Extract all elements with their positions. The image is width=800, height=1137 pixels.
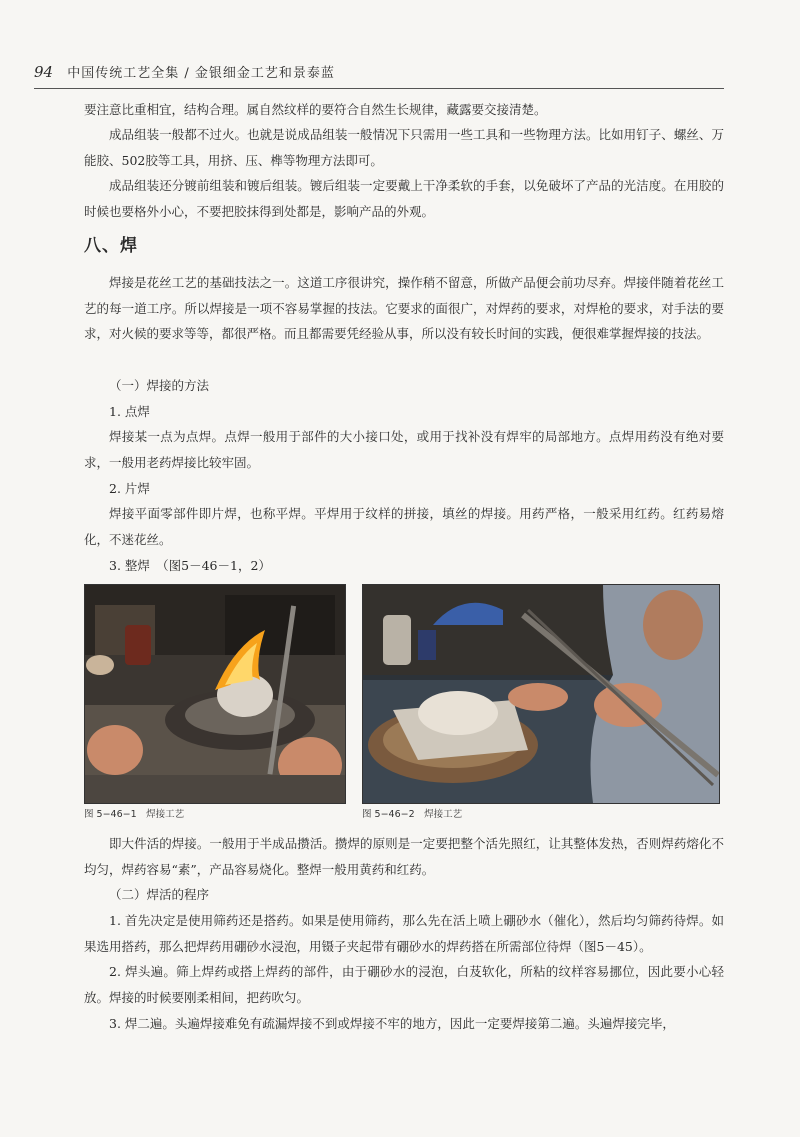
subheading-2: （二）焊活的程序 xyxy=(109,887,210,902)
item-whole-welding: 3. 整焊 （图5－46－1，2） xyxy=(109,558,271,573)
subheading-1: （一）焊接的方法 xyxy=(109,378,210,393)
figure-caption-2: 图 5−46−2 焊接工艺 xyxy=(362,809,463,820)
paragraph-8: 1. 首先决定是使用筛药还是搭药。如果是使用筛药，那么先在活上喷上硼砂水（催化），然后均匀筛药待焊。如果选用搭药，那么把焊药用硼砂水浸泡，用镊子夹起带有硼砂水的焊药搭在所需部位待焊（图5－45）。 xyxy=(84,913,724,954)
running-header xyxy=(34,62,724,89)
paragraph-7: 即大件活的焊接。一般用于半成品攒活。攒焊的原则是一定要把整个活先照红，让其整体发热，否则焊药熔化不均匀，焊药容易“素”，产品容易烧化。整焊一般用黄药和红药。 xyxy=(84,836,724,877)
photo-welding-flame xyxy=(84,584,346,804)
paragraph-10: 3. 焊二遍。头遍焊接难免有疏漏焊接不到或焊接不牢的地方，因此一定要焊接第二遍。头遍焊接完毕， xyxy=(109,1016,675,1031)
paragraph-1: 要注意比重相宜，结构合理。属自然纹样的要符合自然生长规律，藏露要交接清楚。 xyxy=(84,102,547,117)
paragraph-9: 2. 焊头遍。筛上焊药或搭上焊药的部件，由于硼砂水的浸泡，白芨软化，所粘的纹样容易挪位，因此要小心轻放。焊接的时候要刚柔相间，把药吹匀。 xyxy=(84,964,724,1005)
paragraph-5: 焊接某一点为点焊。点焊一般用于部件的大小接口处，或用于找补没有焊牢的局部地方。点焊用药没有绝对要求，一般用老药焊接比较牢固。 xyxy=(84,429,724,470)
paragraph-3: 成品组装还分镀前组装和镀后组装。镀后组装一定要戴上干净柔软的手套，以免破坏了产品的光洁度。在用胶的时候也要格外小心，不要把胶抹得到处都是，影响产品的外观。 xyxy=(84,178,724,219)
paragraph-4: 焊接是花丝工艺的基础技法之一。这道工序很讲究，操作稍不留意，所做产品便会前功尽弃。焊接伴随着花丝工艺的每一道工序。所以焊接是一项不容易掌握的技法。它要求的面很广，对焊药的要求，对焊枪的要求，对手法的要求，对火候的要求等等，都很严格。而且都需要凭经验从事，所以没有较长时间的实践，便很难掌握焊接的技法。 xyxy=(84,275,724,341)
photo-welding-worker xyxy=(362,584,720,804)
figure-caption-1: 图 5−46−1 焊接工艺 xyxy=(84,809,185,820)
paragraph-6: 焊接平面零部件即片焊，也称平焊。平焊用于纹样的拼接，填丝的焊接。用药严格，一般采用红药。红药易熔化，不迷花丝。 xyxy=(84,506,724,547)
page-number: 94 xyxy=(34,63,54,81)
section-title: 八、焊 xyxy=(84,236,138,256)
item-spot-welding: 1. 点焊 xyxy=(109,404,150,419)
book-title: 中国传统工艺全集 / 金银细金工艺和景泰蓝 xyxy=(67,66,335,81)
item-sheet-welding: 2. 片焊 xyxy=(109,481,150,496)
paragraph-2: 成品组装一般都不过火。也就是说成品组装一般情况下只需用一些工具和一些物理方法。比如用钉子、螺丝、万能胶、502胶等工具，用挤、压、榫等物理方法即可。 xyxy=(84,127,724,168)
